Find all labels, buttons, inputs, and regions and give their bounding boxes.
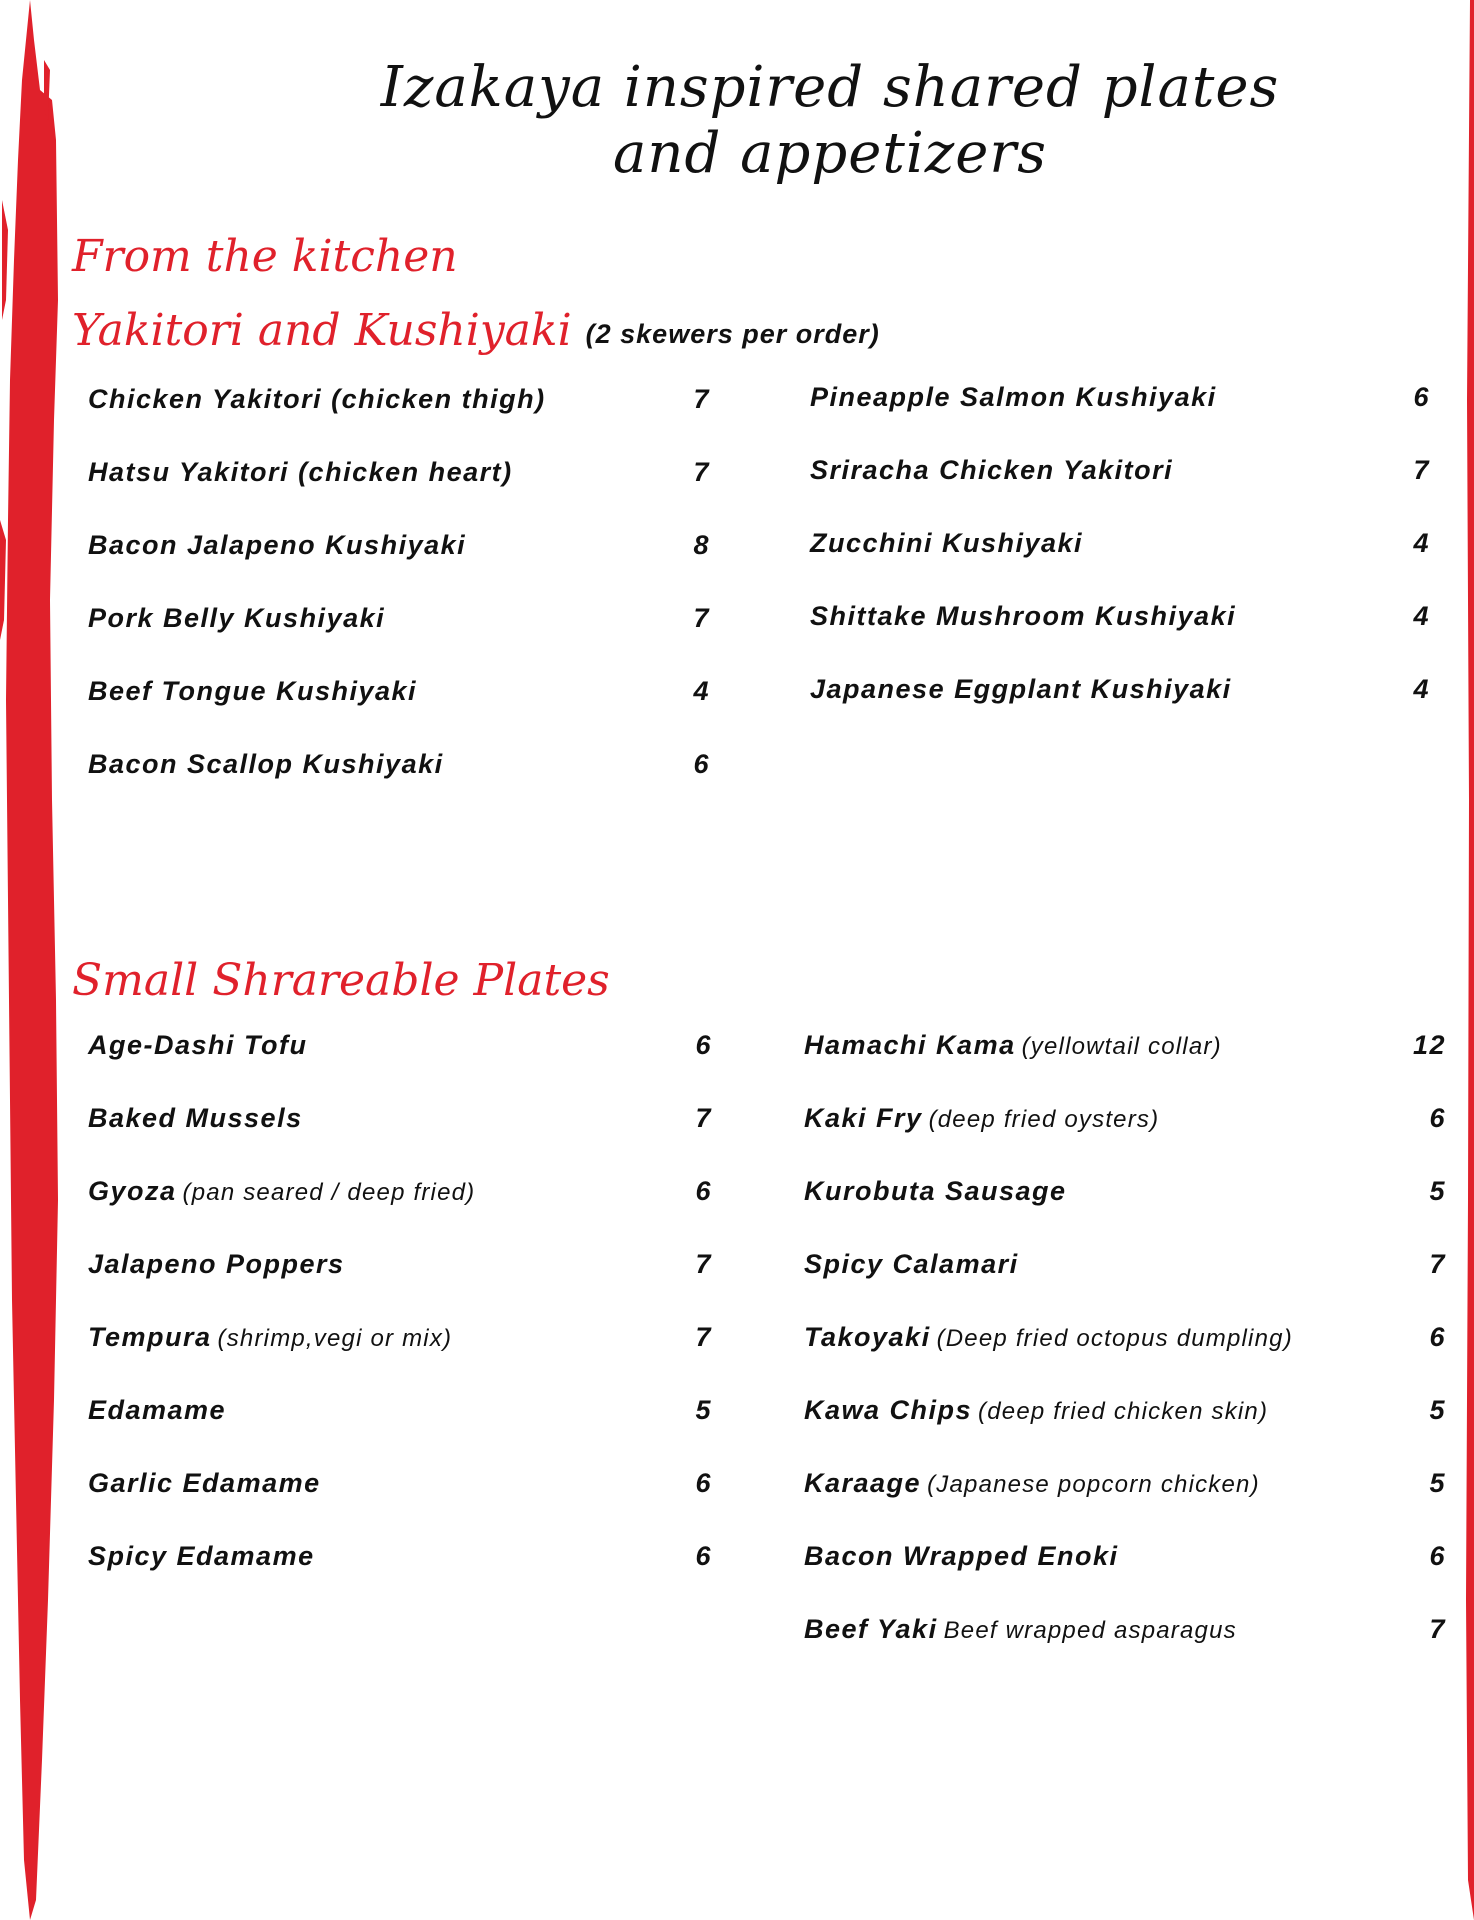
menu-item (804, 1322, 1446, 1362)
item-price: 7 (695, 1103, 712, 1133)
menu-item (88, 1395, 712, 1435)
item-name: Beef Tongue Kushiyaki (88, 676, 418, 706)
item-price: 6 (1429, 1322, 1446, 1352)
menu-item (804, 1614, 1446, 1654)
menu-item (804, 1030, 1446, 1070)
yakitori-right-column (810, 382, 1430, 722)
menu-item (88, 749, 710, 789)
item-price: 4 (1413, 601, 1430, 631)
red-brush-stroke-left (0, 0, 70, 1920)
item-name: Pork Belly Kushiyaki (88, 603, 386, 633)
item-description: Beef wrapped asparagus (943, 1617, 1237, 1644)
item-name: Tempura (88, 1322, 212, 1352)
item-price: 5 (1429, 1468, 1446, 1498)
item-price: 5 (695, 1395, 712, 1425)
menu-item (88, 1176, 712, 1216)
menu-item (810, 455, 1430, 495)
menu-item (804, 1395, 1446, 1435)
menu-title-line-1: Izakaya inspired shared plates (380, 55, 1280, 120)
menu-item (810, 674, 1430, 714)
item-price: 7 (1413, 455, 1430, 485)
kitchen-heading: From the kitchen (72, 231, 458, 282)
menu-item (88, 1249, 712, 1289)
menu-item (804, 1176, 1446, 1216)
item-price: 7 (693, 603, 710, 633)
item-price: 7 (695, 1249, 712, 1279)
item-price: 6 (695, 1468, 712, 1498)
item-price: 4 (693, 676, 710, 706)
item-name: Age-Dashi Tofu (88, 1030, 308, 1060)
item-price: 6 (695, 1541, 712, 1571)
item-name: Spicy Calamari (804, 1249, 1019, 1279)
menu-item (88, 1541, 712, 1581)
item-name: Edamame (88, 1395, 227, 1425)
item-description: (Deep fried octopus dumpling) (936, 1325, 1293, 1352)
menu-title-line-2: and appetizers (613, 121, 1047, 186)
item-description: (deep fried chicken skin) (978, 1398, 1269, 1425)
item-name: Chicken Yakitori (chicken thigh) (88, 384, 546, 414)
item-price: 6 (1413, 382, 1430, 412)
item-name: Zucchini Kushiyaki (810, 528, 1084, 558)
item-name: Beef Yaki (804, 1614, 938, 1644)
item-description: (deep fried oysters) (928, 1106, 1160, 1133)
item-price: 7 (1429, 1249, 1446, 1279)
item-name: Pineapple Salmon Kushiyaki (810, 382, 1217, 412)
item-name: Bacon Jalapeno Kushiyaki (88, 530, 467, 560)
small-plates-left-column (88, 1030, 712, 1570)
item-price: 4 (1413, 528, 1430, 558)
item-price: 6 (1429, 1541, 1446, 1571)
menu-item (88, 1322, 712, 1362)
item-price: 7 (695, 1322, 712, 1352)
item-name: Jalapeno Poppers (88, 1249, 345, 1279)
item-name: Shittake Mushroom Kushiyaki (810, 601, 1237, 631)
yakitori-note: (2 skewers per order) (585, 318, 880, 349)
item-name: Hamachi Kama (804, 1030, 1016, 1060)
menu-item (810, 528, 1430, 568)
item-price: 5 (1429, 1395, 1446, 1425)
menu-item (88, 676, 710, 716)
menu-item (804, 1103, 1446, 1143)
menu-item (88, 1030, 712, 1070)
item-price: 6 (695, 1176, 712, 1206)
item-price: 4 (1413, 674, 1430, 704)
menu-item (88, 1103, 712, 1143)
menu-item (88, 457, 710, 497)
item-name: Gyoza (88, 1176, 177, 1206)
item-price: 5 (1429, 1176, 1446, 1206)
yakitori-left-column (88, 384, 710, 784)
menu-item (804, 1249, 1446, 1289)
item-price: 6 (1429, 1103, 1446, 1133)
item-price: 7 (693, 457, 710, 487)
menu-item (810, 382, 1430, 422)
menu-item (88, 530, 710, 570)
item-description: (shrimp,vegi or mix) (217, 1325, 453, 1352)
item-description: (pan seared / deep fried) (182, 1179, 476, 1206)
item-description: (Japanese popcorn chicken) (927, 1471, 1260, 1498)
menu-item (88, 384, 710, 424)
item-name: Kurobuta Sausage (804, 1176, 1067, 1206)
red-brush-stroke-right (1460, 0, 1474, 1920)
menu-item (88, 1468, 712, 1508)
item-name: Japanese Eggplant Kushiyaki (810, 674, 1232, 704)
yakitori-heading: Yakitori and Kushiyaki (72, 305, 572, 356)
item-price: 7 (693, 384, 710, 414)
item-name: Spicy Edamame (88, 1541, 315, 1571)
item-name: Garlic Edamame (88, 1468, 321, 1498)
menu-title (0, 55, 1474, 187)
menu-item (804, 1541, 1446, 1581)
item-price: 6 (693, 749, 710, 779)
item-description: (yellowtail collar) (1021, 1033, 1222, 1060)
item-name: Baked Mussels (88, 1103, 303, 1133)
item-name: Kawa Chips (804, 1395, 973, 1425)
item-name: Takoyaki (804, 1322, 931, 1352)
small-plates-heading: Small Shrareable Plates (72, 955, 610, 1006)
small-plates-right-column (804, 1030, 1446, 1644)
item-name: Kaki Fry (804, 1103, 923, 1133)
menu-item (810, 601, 1430, 641)
menu-item (88, 603, 710, 643)
item-price: 6 (695, 1030, 712, 1060)
item-name: Bacon Wrapped Enoki (804, 1541, 1119, 1571)
yakitori-heading-row (72, 306, 880, 359)
item-price: 8 (693, 530, 710, 560)
menu-item (804, 1468, 1446, 1508)
item-name: Bacon Scallop Kushiyaki (88, 749, 444, 779)
item-price: 12 (1412, 1030, 1446, 1060)
item-name: Sriracha Chicken Yakitori (810, 455, 1174, 485)
item-name: Karaage (804, 1468, 922, 1498)
item-price: 7 (1429, 1614, 1446, 1644)
item-name: Hatsu Yakitori (chicken heart) (88, 457, 513, 487)
